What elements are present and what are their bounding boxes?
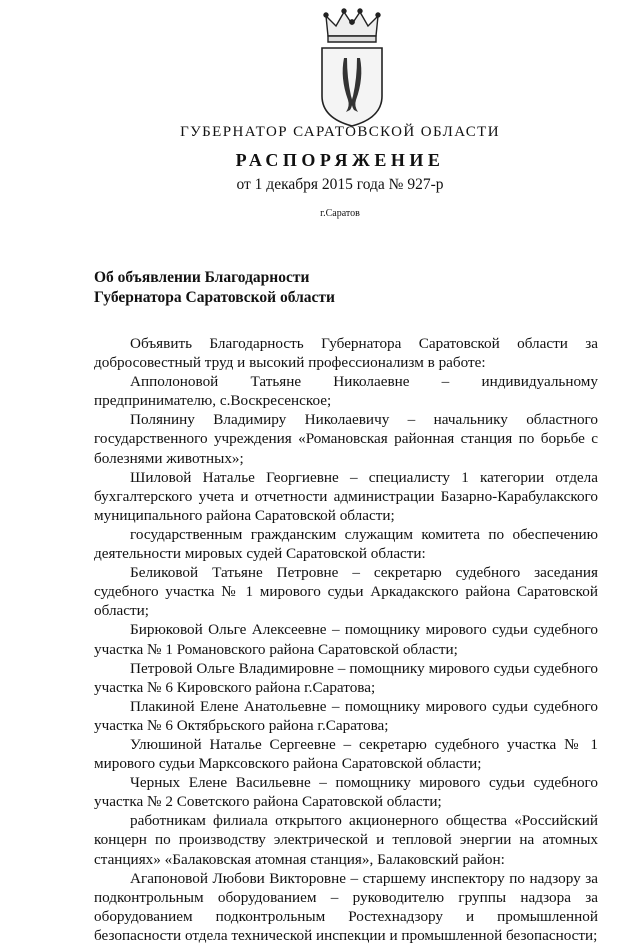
body-paragraph: Полянину Владимиру Николаевичу – начальнику областного государственного учреждения «Романовская районная станция по борьбе с болезнями животных»; (94, 411, 598, 467)
subject-line: Об объявлении Благодарности (94, 269, 310, 286)
body-paragraph: Бирюковой Ольге Алексеевне – помощнику мирового судьи судебного участка № 1 Романовского района Саратовской области; (94, 621, 598, 658)
body-paragraph: Агапоновой Любови Викторовне – старшему инспектору по надзору за подконтрольным оборудованием – руководителю группы надзора за оборудованием подконтрольным Ростехнадзору и промышленной безопасности отдела технической инспекции и промышленной безопасности; (94, 869, 598, 944)
body-paragraph: Черных Елене Васильевне – помощнику мирового судьи судебного участка № 2 Советского района Саратовской области; (94, 774, 598, 811)
subject-line: Губернатора Саратовской области (94, 289, 335, 306)
city-label: г.Саратов (320, 208, 360, 219)
body-paragraph: Улюшиной Наталье Сергеевне – секретарю судебного участка № 1 мирового судьи Марксовского района Саратовской области; (94, 735, 598, 773)
body-paragraph: Петровой Ольге Владимировне – помощнику мирового судьи судебного участка № 6 Кировского района г.Саратова; (94, 659, 598, 696)
body-paragraph: работникам филиала открытого акционерного общества «Российский концерн по производству электрической и тепловой энергии на атомных станциях» «Балаковская атомная станция», Балаковский район: (94, 812, 598, 868)
document-body (94, 334, 598, 945)
date-and-number: от 1 декабря 2015 года № 927-р (236, 176, 444, 193)
document-type-title: РАСПОРЯЖЕНИЕ (235, 150, 445, 170)
body-paragraph: государственным гражданским служащим комитета по обеспечению деятельности мировых судей Саратовской области: (94, 525, 598, 563)
body-paragraph: Объявить Благодарность Губернатора Саратовской области за добросовестный труд и высокий профессионализм в работе: (94, 335, 598, 372)
coat-of-arms-emblem (314, 8, 390, 128)
issuer-heading: ГУБЕРНАТОР САРАТОВСКОЙ ОБЛАСТИ (180, 124, 500, 140)
document-subject (94, 268, 335, 308)
body-paragraph: Шиловой Наталье Георгиевне – специалисту 1 категории отдела бухгалтерского учета и отчетности администрации Базарно-Карабулакского муниципального района Саратовской области; (94, 468, 598, 524)
body-paragraph: Апполоновой Татьяне Николаевне – индивидуальному предпринимателю, с.Воскресенское; (94, 373, 598, 410)
body-paragraph: Беликовой Татьяне Петровне – секретарю судебного заседания судебного участка № 1 мирового судьи Аркадакского района Саратовской области; (94, 564, 598, 620)
body-paragraph: Плакиной Елене Анатольевне – помощнику мирового судьи судебного участка № 6 Октябрьского района г.Саратова; (94, 697, 598, 734)
